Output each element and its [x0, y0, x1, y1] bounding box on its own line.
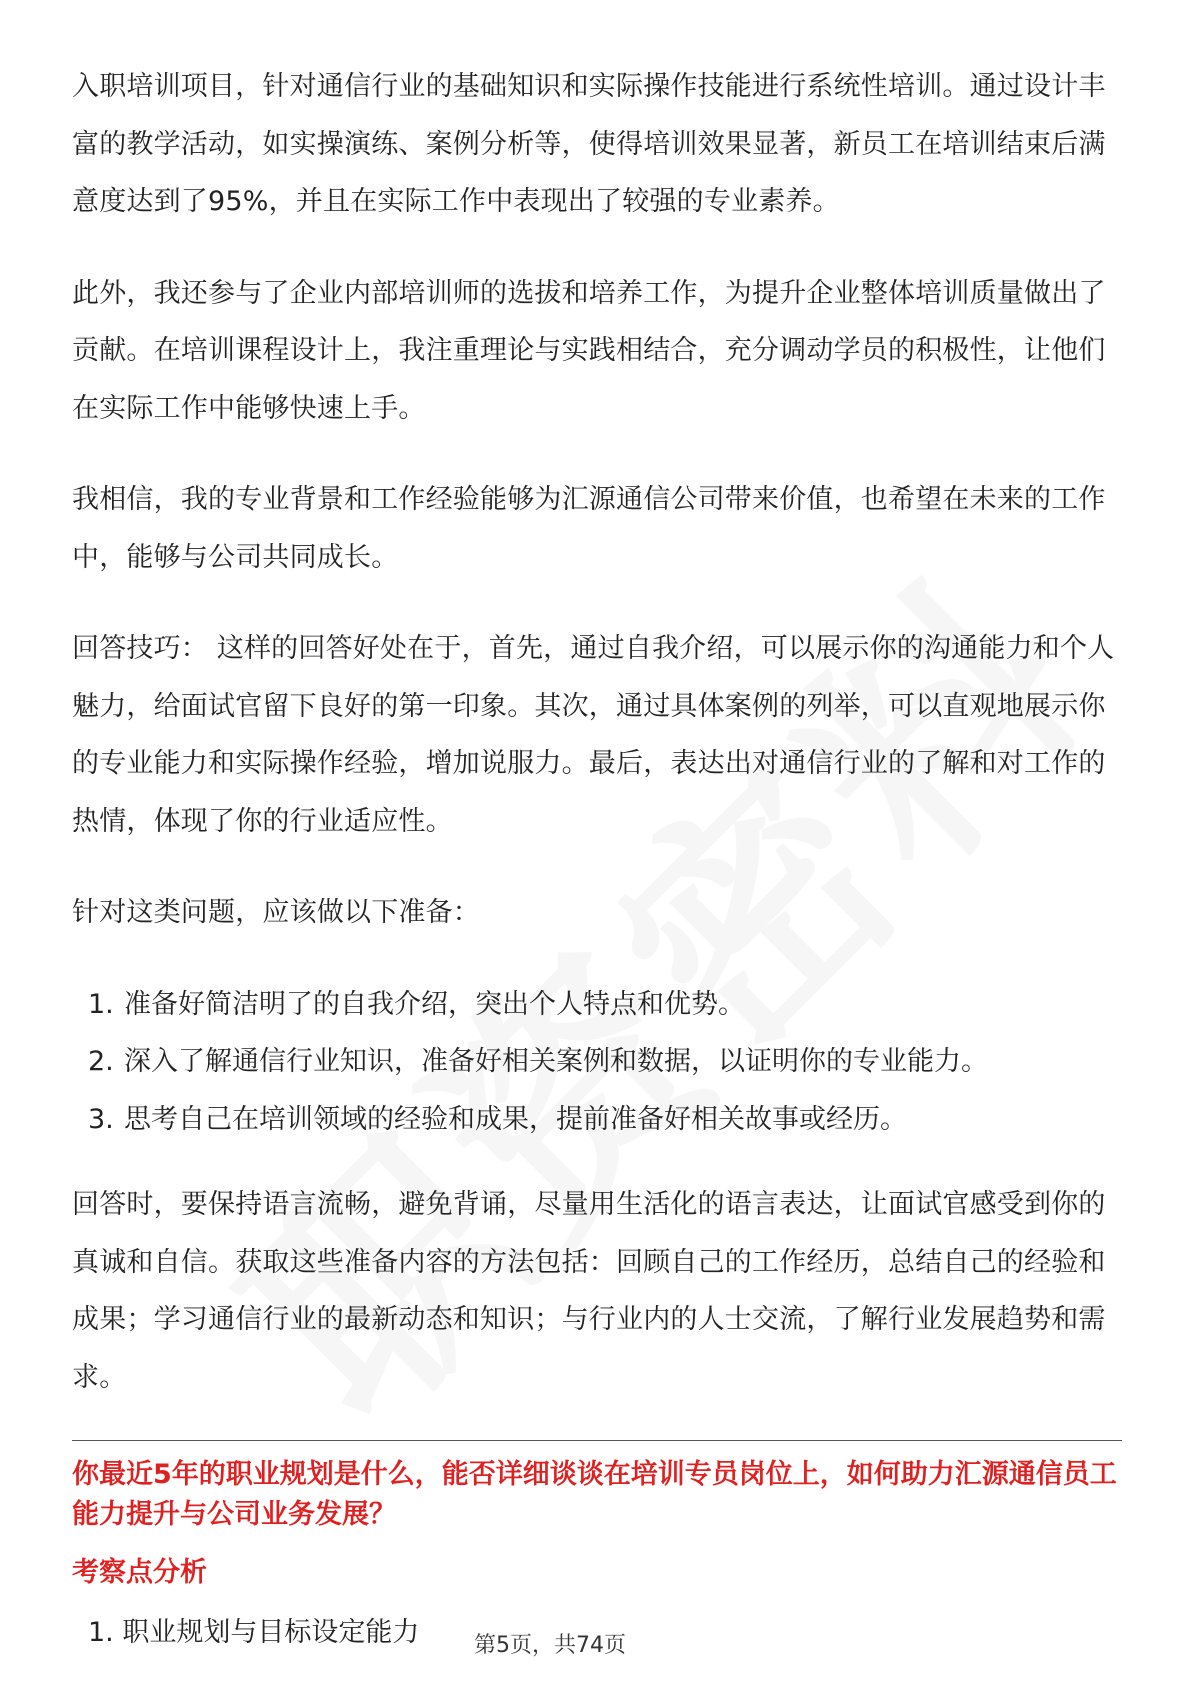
truncated-list-item-text: 1. 职业规划与目标设定能力	[88, 1617, 420, 1648]
list-item-number: 1.	[88, 988, 114, 1020]
list-item	[72, 976, 1122, 1034]
answer-tips-paragraph: 回答技巧： 这样的回答好处在于，首先，通过自我介绍，可以展示你的沟通能力和个人魅力，给面试官留下良好的第一印象。其次，通过具体案例的列举，可以直观地展示你的专业能力和实际操作经验，增加说服力。最后，表达出对通信行业的了解和对工作的热情，体现了你的行业适应性。	[72, 633, 1115, 837]
list-item-text: 思考自己在培训领域的经验和成果，提前准备好相关故事或经历。	[124, 1103, 907, 1135]
preparation-list	[72, 976, 1122, 1149]
section-title: 考察点分析	[72, 1557, 207, 1588]
list-item-text: 深入了解通信行业知识，准备好相关案例和数据，以证明你的专业能力。	[124, 1046, 988, 1077]
question-heading: 你最近5年的职业规划是什么，能否详细谈谈在培训专员岗位上，如何助力汇源通信员工能力提升与公司业务发展？	[72, 1459, 1117, 1530]
list-item-text: 准备好简洁明了的自我介绍，突出个人特点和优势。	[124, 988, 745, 1020]
list-item	[72, 1033, 1122, 1091]
list-item	[72, 1091, 1122, 1149]
list-item-number: 2.	[88, 1046, 114, 1077]
page-content	[72, 58, 1122, 1619]
list-item-number: 3.	[88, 1103, 114, 1135]
preparation-intro: 针对这类问题，应该做以下准备：	[72, 897, 480, 928]
page-footer: 第5页，共74页	[474, 1633, 626, 1658]
paragraph: 我相信，我的专业背景和工作经验能够为汇源通信公司带来价值，也希望在未来的工作中，能够与公司共同成长。	[72, 484, 1106, 573]
paragraph: 入职培训项目，针对通信行业的基础知识和实际操作技能进行系统性培训。通过设计丰富的教学活动，如实操演练、案例分析等，使得培训效果显著，新员工在培训结束后满意度达到了95%，并且在实际工作中表现出了较强的专业素养。	[72, 71, 1106, 217]
paragraph: 此外，我还参与了企业内部培训师的选拔和培养工作，为提升企业整体培训质量做出了贡献。在培训课程设计上，我注重理论与实践相结合，充分调动学员的积极性，让他们在实际工作中能够快速上手。	[72, 277, 1106, 424]
closing-paragraph: 回答时，要保持语言流畅，避免背诵，尽量用生活化的语言表达，让面试官感受到你的真诚和自信。获取这些准备内容的方法包括：回顾自己的工作经历，总结自己的经验和成果；学习通信行业的最新动态和知识；与行业内的人士交流，了解行业发展趋势和需求。	[72, 1189, 1106, 1393]
section-divider	[72, 1440, 1122, 1441]
